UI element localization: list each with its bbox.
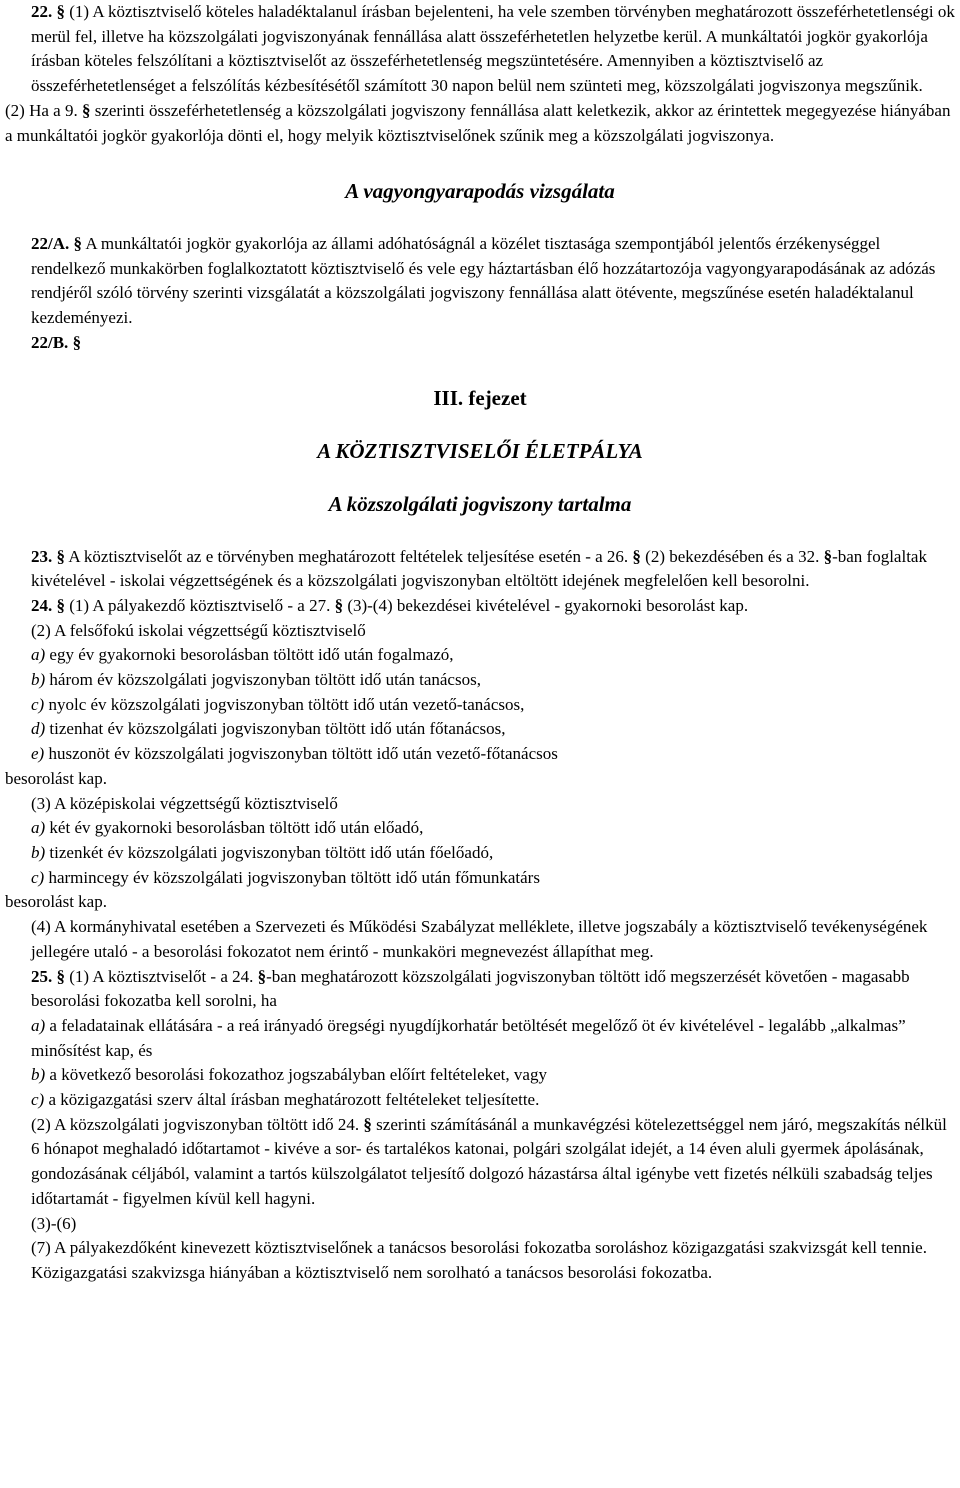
section-sign: § bbox=[56, 546, 65, 566]
section-number: 23. bbox=[31, 546, 53, 566]
list-item-text: egy év gyakornoki besorolásban töltött idő után fogalmazó, bbox=[49, 645, 454, 665]
paragraph-22a bbox=[5, 232, 955, 331]
list-item-text: a következő besorolási fokozathoz jogszabályban előírt feltételeket, vagy bbox=[49, 1065, 547, 1085]
section-number: 22/B. bbox=[31, 332, 69, 352]
paragraph-text: (2) A közszolgálati jogviszonyban töltött idő 24. bbox=[31, 1114, 360, 1134]
section-sign: § bbox=[56, 595, 65, 615]
list-item-text: tizenkét év közszolgálati jogviszonyban töltött idő után főelőadó, bbox=[49, 842, 494, 862]
paragraph-24-2-end: besorolást kap. bbox=[5, 768, 107, 788]
list-item-text: három év közszolgálati jogviszonyban töltött idő után tanácsos, bbox=[49, 670, 481, 690]
section-sign: § bbox=[56, 966, 65, 986]
paragraph-24-4: (4) A kormányhivatal esetében a Szervezeti és Működési Szabályzat melléklete, illetve jogszabály a köztisztviselő tevékenységének jellegére utaló - a besorolási fokozatot nem érintő - munkaköri megnevezést állapíthat meg. bbox=[31, 917, 928, 961]
subchapter-title: A közszolgálati jogviszony tartalma bbox=[328, 491, 632, 516]
section-sign: § bbox=[72, 332, 82, 352]
paragraph-text: (1) A köztisztviselő köteles haladéktalanul írásban bejelenteni, ha vele szemben törvényben meghatározott összeférhetetlenségi ok merül fel, illetve ha közszolgálati jogviszonyának fennállása alatt összeférhetetlen helyzetbe kerül. A munkáltatói jogkör gyakorlója írásban köteles felszólítani a köztisztviselőt az összeférhetetlenség megszüntetésére. Amennyiben a köztisztviselő az összeférhetetlenséget a felszólítás kézbesítésétől számított 30 napon belül nem szünteti meg, közszolgálati jogviszonya megszűnik. bbox=[31, 2, 955, 96]
section-sign: § bbox=[363, 1114, 372, 1134]
section-sign: § bbox=[257, 966, 267, 986]
list-item-letter: a) bbox=[31, 1015, 46, 1035]
list-item-letter: c) bbox=[31, 1090, 45, 1110]
paragraph-24-3-end: besorolást kap. bbox=[5, 892, 107, 912]
paragraph-text: szerinti számításánál a munkavégzési kötelezettséggel nem járó, megszakítás nélkül 6 hónapot meghaladó időtartamot - kivéve a sor- és tartalékos katonai, polgári szolgálat idejét, a 14 éven aluli gyermek ápolásának, gondozásának céljából, valamint a tartós külszolgálatot teljesítő dolgozó házastársa által igénybe vett fizetés nélküli szabadság teljes időtartamát - figyelmen kívül kell hagyni. bbox=[31, 1114, 947, 1208]
list-item bbox=[5, 742, 955, 767]
paragraph-24-1 bbox=[5, 594, 955, 619]
section-sign: § bbox=[81, 100, 91, 120]
paragraph-23 bbox=[5, 545, 955, 594]
list-item-letter: b) bbox=[31, 670, 46, 690]
chapter-number: III. fejezet bbox=[433, 386, 527, 411]
list-item-text: harmincegy év közszolgálati jogviszonyban töltött idő után főmunkatárs bbox=[48, 867, 540, 887]
list-item bbox=[5, 693, 955, 718]
paragraph-25-7: (7) A pályakezdőként kinevezett köztisztviselőnek a tanácsos besorolási fokozatba soroláshoz közigazgatási szakvizsgát kell tennie. Közigazgatási szakvizsga hiányában a köztisztviselő nem sorolható a tanácsos besorolási fokozatba. bbox=[31, 1238, 927, 1282]
list-24-2 bbox=[5, 643, 955, 767]
list-item bbox=[5, 1063, 955, 1088]
section-sign: § bbox=[823, 546, 833, 566]
paragraph-text: (1) A köztisztviselőt - a 24. bbox=[69, 966, 254, 986]
list-item bbox=[5, 643, 955, 668]
paragraph-text: -ban meghatározott közszolgálati jogviszonyban töltött idő megszerzését követően - magasabb besorolási fokozatba kell sorolni, ha bbox=[31, 966, 910, 1011]
list-25-1 bbox=[5, 1014, 955, 1113]
list-item bbox=[5, 1088, 955, 1113]
list-item-text: nyolc év közszolgálati jogviszonyban töltött idő után vezető-tanácsos, bbox=[48, 694, 525, 714]
paragraph-text: A köztisztviselőt az e törvényben meghatározott feltételek teljesítése esetén - a 26. bbox=[68, 546, 629, 566]
list-item-text: a feladatainak ellátására - a reá irányadó öregségi nyugdíjkorhatár betöltését megelőző öt év kivételével - legalább „alkalmas” minősítést kap, és bbox=[31, 1015, 906, 1060]
paragraph-24-3: (3) A középiskolai végzettségű köztisztviselő bbox=[31, 793, 338, 813]
list-item-letter: a) bbox=[31, 645, 46, 665]
paragraph-text: (3)-(4) bekezdései kivételével - gyakornoki besorolást kap. bbox=[347, 595, 749, 615]
heading-vagyongyarapodas: A vagyongyarapodás vizsgálata bbox=[345, 179, 615, 204]
list-item-text: a közigazgatási szerv által írásban meghatározott feltételeket teljesítette. bbox=[48, 1090, 540, 1110]
list-item-letter: d) bbox=[31, 719, 46, 739]
list-item-letter: e) bbox=[31, 744, 45, 764]
paragraph-text: szerinti összeférhetetlenség a közszolgálati jogviszony fennállása alatt keletkezik, akkor az érintettek megegyezése hiányában a munkáltatói jogkör gyakorlója dönti el, hogy melyik köztisztviselőnek szűnik meg a közszolgálati jogviszonya. bbox=[5, 100, 951, 145]
paragraph-22-2 bbox=[5, 99, 955, 148]
paragraph-text: A munkáltatói jogkör gyakorlója az állami adóhatóságnál a közélet tisztasága szempontjából jelentős érzékenységgel rendelkező munkakörben foglalkoztatott köztisztviselő és vele egy háztartásban élő hozzátartozója vagyongyarapodásának az adózás rendjéről szóló törvény szerinti vizsgálatát a közszolgálati jogviszony fennállása alatt ötévente, megszűnése esetén haladéktalanul kezdeményezi. bbox=[31, 233, 936, 328]
list-item bbox=[5, 717, 955, 742]
list-item bbox=[5, 816, 955, 841]
section-sign: § bbox=[632, 546, 641, 566]
paragraph-text: (2) bekezdésében és a 32. bbox=[645, 546, 820, 566]
list-item-letter: a) bbox=[31, 818, 46, 838]
list-item-letter: c) bbox=[31, 867, 45, 887]
paragraph-25-2 bbox=[5, 1113, 955, 1212]
list-item-text: huszonöt év közszolgálati jogviszonyban töltött idő után vezető-főtanácsos bbox=[48, 744, 558, 764]
paragraph-25-1 bbox=[5, 965, 955, 1014]
section-number: 22. bbox=[31, 2, 53, 21]
paragraph-25-3-6: (3)-(6) bbox=[31, 1213, 77, 1233]
list-item-text: tizenhat év közszolgálati jogviszonyban töltött idő után főtanácsos, bbox=[49, 719, 506, 739]
list-item bbox=[5, 866, 955, 891]
paragraph-text: -ban foglaltak kivételével - iskolai végzettségének és a közszolgálati jogviszonyban eltöltött idejének megfelelően kell besorolni. bbox=[31, 546, 927, 591]
paragraph-22b bbox=[5, 331, 955, 356]
paragraph-24-2: (2) A felsőfokú iskolai végzettségű köztisztviselő bbox=[31, 620, 366, 640]
list-item bbox=[5, 841, 955, 866]
section-number: 22/A. bbox=[31, 233, 70, 253]
list-item-letter: b) bbox=[31, 1065, 46, 1085]
list-item-letter: c) bbox=[31, 694, 45, 714]
list-24-3 bbox=[5, 816, 955, 890]
chapter-title: A KÖZTISZTVISELŐI ÉLETPÁLYA bbox=[317, 439, 643, 464]
section-sign: § bbox=[334, 595, 344, 615]
list-item-text: két év gyakornoki besorolásban töltött idő után előadó, bbox=[49, 818, 424, 838]
paragraph-22-1 bbox=[5, 0, 955, 99]
section-sign: § bbox=[73, 233, 82, 253]
list-item bbox=[5, 668, 955, 693]
section-number: 24. bbox=[31, 595, 53, 615]
paragraph-text: (2) Ha a 9. bbox=[5, 100, 78, 120]
list-item bbox=[5, 1014, 955, 1063]
list-item-letter: b) bbox=[31, 842, 46, 862]
section-sign: § bbox=[56, 2, 65, 21]
section-number: 25. bbox=[31, 966, 53, 986]
paragraph-text: (1) A pályakezdő köztisztviselő - a 27. bbox=[69, 595, 331, 615]
